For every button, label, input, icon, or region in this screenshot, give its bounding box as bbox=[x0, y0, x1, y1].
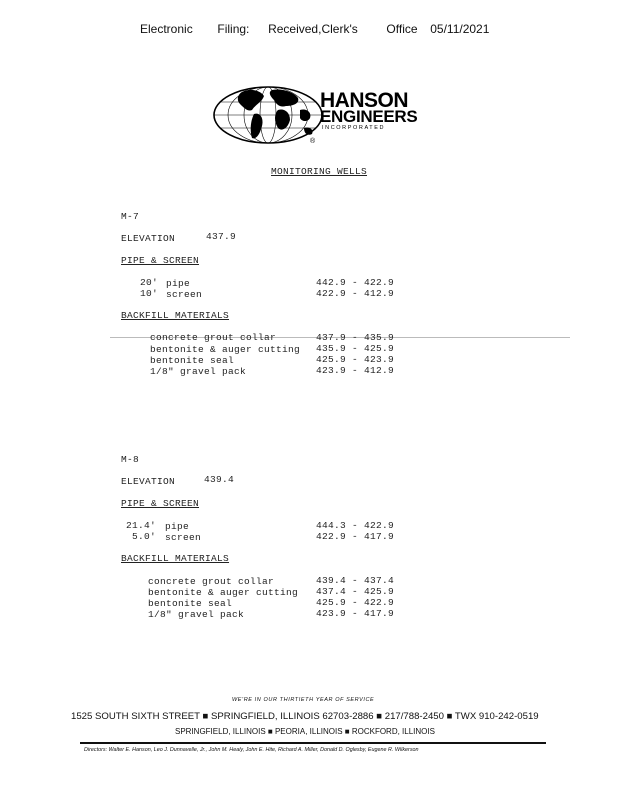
banner-office: Office bbox=[386, 22, 418, 36]
pipe-range: 422.9 - 412.9 bbox=[316, 288, 395, 299]
elevation-value: 439.4 bbox=[204, 474, 235, 485]
banner-date: 05/11/2021 bbox=[430, 22, 490, 36]
logo-line-hanson: HANSON bbox=[320, 89, 409, 112]
well-id: M-8 bbox=[121, 454, 140, 465]
logo-line-engineers: ENGINEERS bbox=[320, 107, 418, 126]
banner-electronic: Electronic bbox=[140, 22, 193, 36]
pipe-screen-heading: PIPE & SCREEN bbox=[121, 498, 200, 509]
document-title: MONITORING WELLS bbox=[271, 166, 368, 177]
elevation-label: ELEVATION bbox=[121, 233, 176, 244]
pipe-length: 5.0' bbox=[132, 531, 157, 542]
pipe-item: screen bbox=[165, 532, 202, 543]
backfill-item: bentonite seal bbox=[148, 598, 233, 609]
backfill-range: 437.4 - 425.9 bbox=[316, 586, 395, 597]
pipe-length: 21.4' bbox=[126, 520, 157, 531]
pipe-item: screen bbox=[166, 289, 203, 300]
backfill-item: concrete grout collar bbox=[150, 332, 277, 343]
backfill-heading: BACKFILL MATERIALS bbox=[121, 553, 230, 564]
backfill-item: 1/8" gravel pack bbox=[148, 609, 245, 620]
backfill-range: 425.9 - 423.9 bbox=[316, 354, 395, 365]
footer-offices: SPRINGFIELD, ILLINOIS ■ PEORIA, ILLINOIS ■ ROCKFORD, ILLINOIS bbox=[175, 727, 435, 736]
banner-received: Received,Clerk's bbox=[268, 22, 358, 36]
pipe-length: 10' bbox=[140, 288, 159, 299]
logo-line-incorporated: INCORPORATED bbox=[322, 125, 386, 131]
backfill-range: 423.9 - 417.9 bbox=[316, 608, 395, 619]
well-id: M-7 bbox=[121, 211, 140, 222]
pipe-item: pipe bbox=[166, 278, 191, 289]
logo-registered-mark: ® bbox=[310, 138, 316, 145]
pipe-range: 422.9 - 417.9 bbox=[316, 531, 395, 542]
backfill-item: bentonite & auger cutting bbox=[148, 587, 299, 598]
backfill-item: bentonite & auger cutting bbox=[150, 344, 301, 355]
globe-logo-icon bbox=[212, 82, 324, 148]
pipe-range: 444.3 - 422.9 bbox=[316, 520, 395, 531]
pipe-screen-heading: PIPE & SCREEN bbox=[121, 255, 200, 266]
backfill-range: 423.9 - 412.9 bbox=[316, 365, 395, 376]
backfill-range: 435.9 - 425.9 bbox=[316, 343, 395, 354]
backfill-range: 425.9 - 422.9 bbox=[316, 597, 395, 608]
elevation-value: 437.9 bbox=[206, 231, 237, 242]
backfill-item: bentonite seal bbox=[150, 355, 235, 366]
pipe-length: 20' bbox=[140, 277, 159, 288]
pipe-item: pipe bbox=[165, 521, 190, 532]
backfill-heading: BACKFILL MATERIALS bbox=[121, 310, 230, 321]
footer-tagline: WE'RE IN OUR THIRTIETH YEAR OF SERVICE bbox=[232, 697, 375, 703]
footer-directors: Directors: Walter E. Hanson, Leo J. Dunnavelle, Jr., John M. Healy, John E. Hite, Richard A. Miller, Donald D. Oglesby, Eugene R. Wilkerson bbox=[84, 747, 419, 753]
banner-filing: Filing: bbox=[217, 22, 250, 36]
backfill-range: 437.9 - 435.9 bbox=[316, 332, 395, 343]
backfill-item: 1/8" gravel pack bbox=[150, 366, 247, 377]
elevation-label: ELEVATION bbox=[121, 476, 176, 487]
backfill-range: 439.4 - 437.4 bbox=[316, 575, 395, 586]
filing-banner bbox=[140, 22, 489, 36]
footer-address: 1525 SOUTH SIXTH STREET ■ SPRINGFIELD, ILLINOIS 62703-2886 ■ 217/788-2450 ■ TWX 910-242-0519 bbox=[71, 711, 539, 722]
backfill-item: concrete grout collar bbox=[148, 576, 275, 587]
footer-rule bbox=[80, 742, 546, 744]
pipe-range: 442.9 - 422.9 bbox=[316, 277, 395, 288]
